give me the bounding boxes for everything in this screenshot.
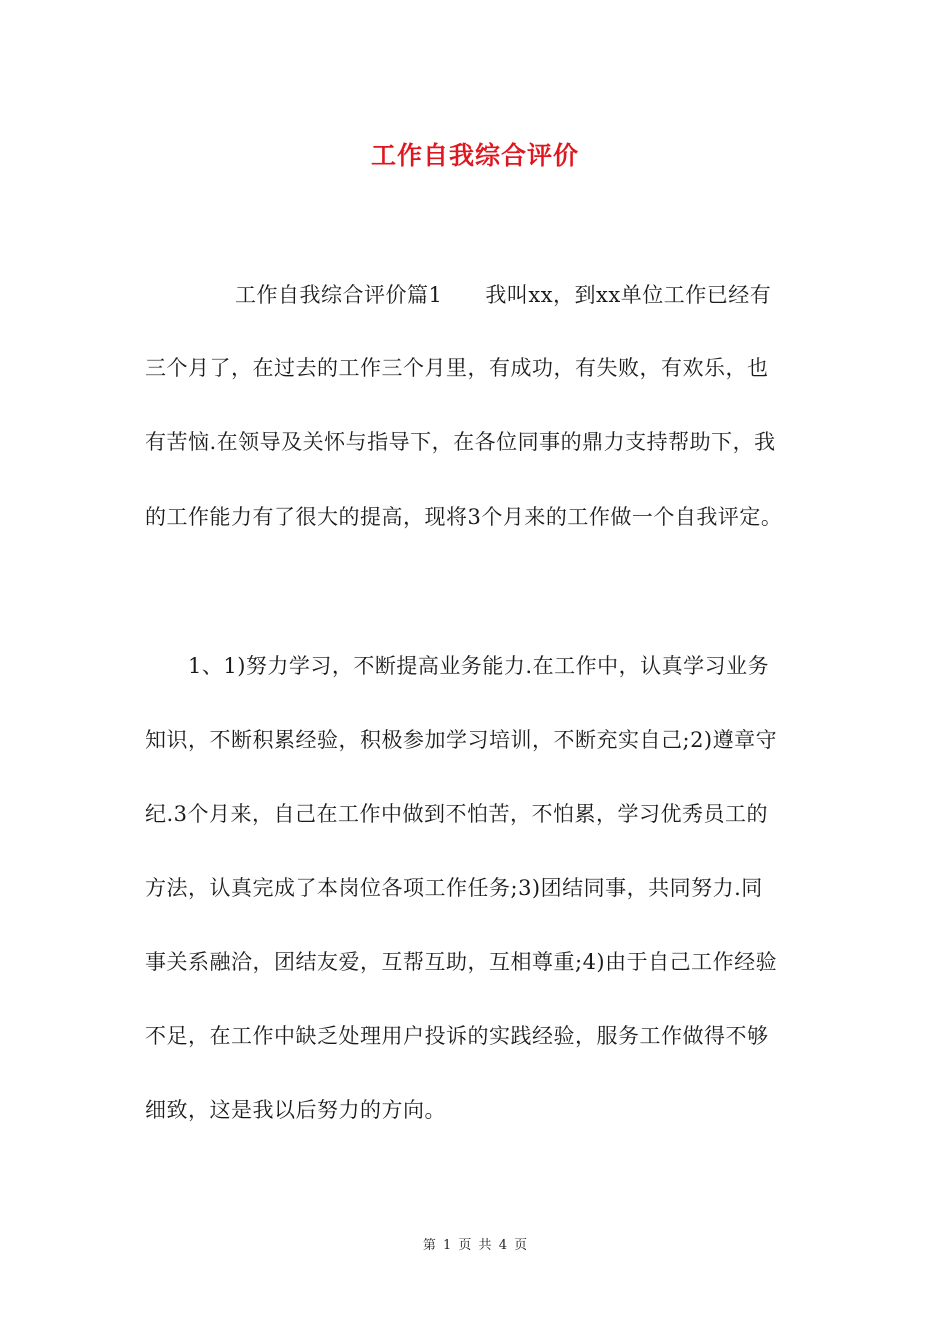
paragraph-1-line-4: 的工作能力有了很大的提高，现将3个月来的工作做一个自我评定。: [145, 505, 783, 529]
page-title: 工作自我综合评价: [370, 141, 579, 170]
paragraph-2-line-3: 纪.3个月来，自己在工作中做到不怕苦，不怕累，学习优秀员工的: [145, 802, 769, 826]
paragraph-2-line-5: 事关系融洽，团结友爱，互帮互助，互相尊重;4)由于自己工作经验: [145, 950, 778, 974]
page-number-footer: 第 1 页 共 4 页: [422, 1238, 528, 1253]
paragraph-2-line-7: 细致，这是我以后努力的方向。: [145, 1098, 446, 1122]
paragraph-2-line-6: 不足，在工作中缺乏处理用户投诉的实践经验，服务工作做得不够: [145, 1024, 769, 1048]
paragraph-2-line-2: 知识，不断积累经验，积极参加学习培训，不断充实自己;2)遵章守: [145, 728, 778, 752]
paragraph-2-line-4: 方法，认真完成了本岗位各项工作任务;3)团结同事，共同努力.同: [145, 876, 763, 900]
paragraph-2-line-1: 1、1)努力学习，不断提高业务能力.在工作中，认真学习业务: [188, 654, 770, 678]
paragraph-1-line-2: 三个月了，在过去的工作三个月里，有成功，有失败，有欢乐，也: [145, 356, 769, 380]
paragraph-1-line-1: 工作自我综合评价篇1 我叫xx，到xx单位工作已经有: [235, 283, 772, 307]
paragraph-1-line-3: 有苦恼.在领导及关怀与指导下，在各位同事的鼎力支持帮助下，我: [145, 430, 776, 454]
